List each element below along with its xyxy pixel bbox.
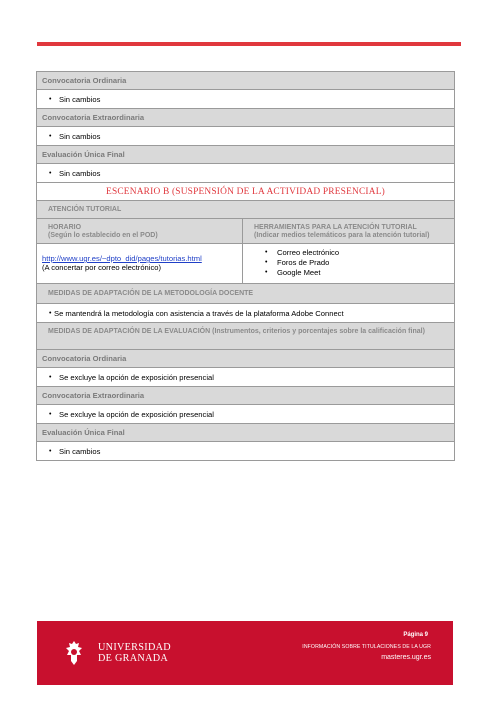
list-item: • Foros de Prado <box>265 258 454 268</box>
list-item: • Sin cambios <box>37 90 454 109</box>
university-name-line1: UNIVERSIDAD <box>98 642 171 653</box>
list-item: • Sin cambios <box>37 127 454 146</box>
university-crest-icon <box>63 640 85 666</box>
herramientas-title: HERRAMIENTAS PARA LA ATENCIÓN TUTORIAL <box>254 224 417 231</box>
tools-list <box>243 244 454 282</box>
section-convocatoria-extraordinaria <box>37 387 454 405</box>
top-red-rule <box>37 42 461 46</box>
footer-site: masteres.ugr.es <box>381 654 431 661</box>
herramientas-cell <box>243 244 454 283</box>
horario-subtitle: (Según lo establecido en el POD) <box>48 232 158 239</box>
university-name-line2: DE GRANADA <box>98 653 169 664</box>
section-convocatoria-extraordinaria <box>37 109 454 127</box>
scenario-b-title: ESCENARIO B (SUSPENSIÓN DE LA ACTIVIDAD PRESENCIAL) <box>37 183 454 201</box>
section-label: Convocatoria Ordinaria <box>42 76 127 85</box>
metodologia-heading: MEDIDAS DE ADAPTACIÓN DE LA METODOLOGÍA DOCENTE <box>37 284 454 304</box>
evaluacion-heading: MEDIDAS DE ADAPTACIÓN DE LA EVALUACIÓN (Instrumentos, criterios y porcentajes sobre la calificación final) <box>37 323 454 350</box>
horario-cell <box>37 244 243 283</box>
section-label: Convocatoria Extraordinaria <box>42 391 145 400</box>
metodologia-text: Se mantendrá la metodología con asistencia a través de la plataforma Adobe Connect <box>54 309 344 318</box>
page-number: Página 9 <box>403 632 428 638</box>
list-item: • Sin cambios <box>37 164 454 183</box>
list-item: • Se excluye la opción de exposición presencial <box>37 368 454 387</box>
guide-table <box>36 71 455 461</box>
list-item: • Correo electrónico <box>265 248 454 258</box>
section-evaluacion-unica <box>37 146 454 164</box>
list-item: • Se excluye la opción de exposición presencial <box>37 405 454 424</box>
herramientas-subtitle: (Indicar medios telemáticos para la atención tutorial) <box>254 232 430 239</box>
atencion-subheaders <box>37 219 454 244</box>
section-evaluacion-unica <box>37 424 454 442</box>
horario-title: HORARIO <box>48 224 82 231</box>
list-item: • Sin cambios <box>37 442 454 461</box>
link-note: (A concertar por correo electrónico) <box>42 263 162 272</box>
list-item <box>37 304 454 323</box>
section-convocatoria-ordinaria <box>37 350 454 368</box>
section-label: Convocatoria Extraordinaria <box>42 113 145 122</box>
tutorias-link[interactable]: http://www.ugr.es/~dpto_did/pages/tutorias.html <box>42 254 202 263</box>
herramientas-header <box>243 219 454 243</box>
list-item: • Google Meet <box>265 268 454 278</box>
horario-header <box>37 219 243 243</box>
page-footer <box>37 621 453 685</box>
university-name <box>98 642 171 664</box>
section-convocatoria-ordinaria <box>37 72 454 90</box>
atencion-tutorial-heading: ATENCIÓN TUTORIAL <box>37 201 454 219</box>
atencion-content <box>37 244 454 284</box>
section-label: Evaluación Única Final <box>42 428 125 437</box>
section-label: Convocatoria Ordinaria <box>42 354 127 363</box>
section-label: Evaluación Única Final <box>42 150 125 159</box>
footer-info: INFORMACIÓN SOBRE TITULACIONES DE LA UGR <box>302 644 431 650</box>
